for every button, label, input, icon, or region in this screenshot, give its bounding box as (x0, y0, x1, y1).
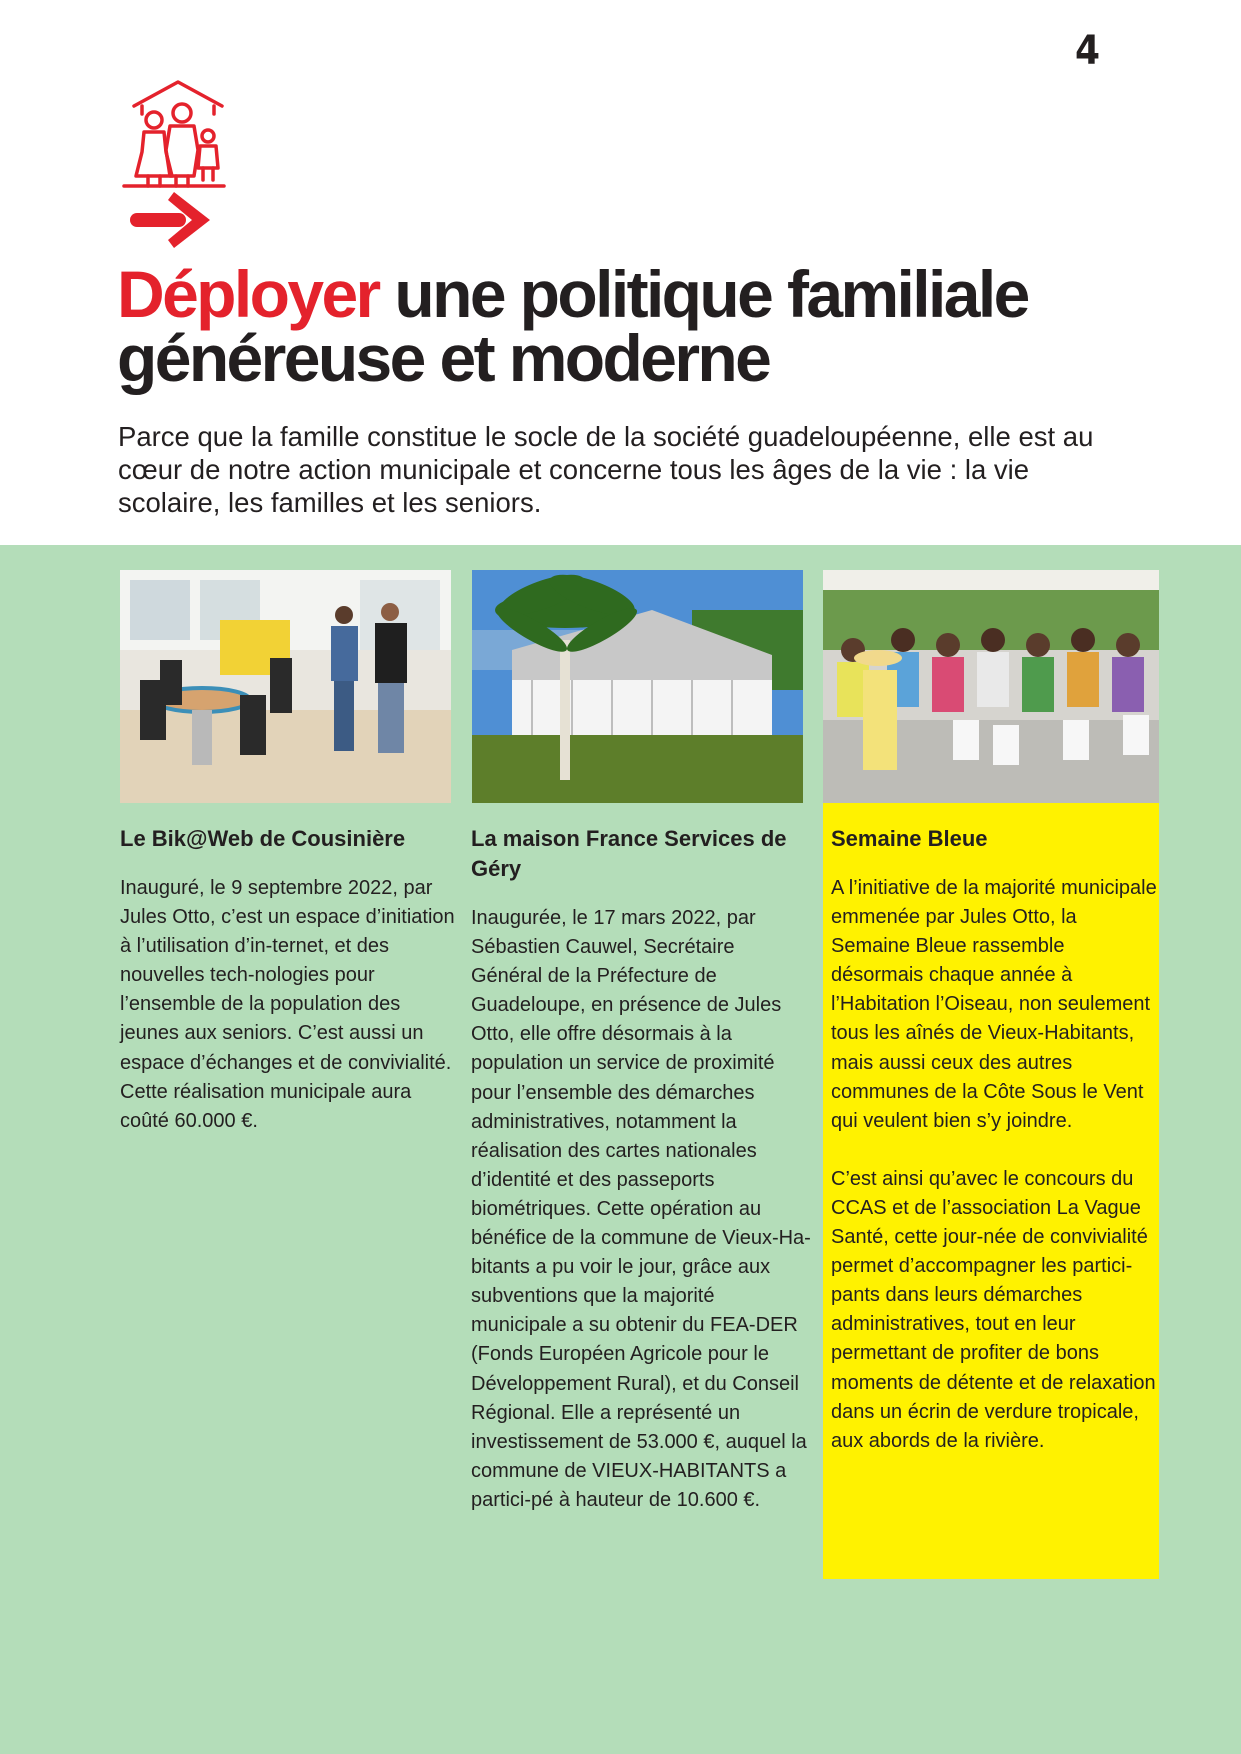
article-bikweb (120, 824, 460, 1136)
page-number: 4 (1075, 28, 1100, 74)
semaine-bleue-event-photo (823, 570, 1159, 803)
article-france-services (471, 824, 811, 1515)
article-body: Inaugurée, le 17 mars 2022, par Sébastien Cauwel, Secrétaire Général de la Préfecture de Guadeloupe, en présence de Jules Otto, elle offre désormais à la population un service de proximité pour l’ensemble des démarches administratives, notamment la réalisation des cartes nationales d’identité et des passeports biométriques. Cette opération au bénéfice de la commune de Vieux-Ha-bitants a pu voir le jour, grâce aux subventions que la majorité municipale a su obtenir du FEA-DER (Fonds Européen Agricole pour le Développement Rural), et du Conseil Régional. Elle a représenté un investissement de 53.000 €, auquel la commune de VIEUX-HABITANTS a partici-pé à hauteur de 10.600 €. (471, 907, 811, 1511)
article-body: Inauguré, le 9 septembre 2022, par Jules Otto, c’est un espace d’initiation à l’utilisation d’in-ternet, et des nouvelles tech-nologies pour l’ensemble de la population des jeunes aux seniors. C’est aussi un espace d’échanges et de convivialité. Cette réalisation municipale aura coûté 60.000 €. (120, 877, 455, 1132)
article-body: C’est ainsi qu’avec le concours du CCAS et de l’association La Vague Santé, cette jour-née de convivialité permet d’accompagner les partici-pants dans leurs démarches administratives, tout en leur permettant de profiter de bons moments de détente et de relaxation dans un écrin de verdure tropicale, aux abords de la rivière. (831, 1167, 1156, 1452)
family-house-arrow-icon (122, 80, 234, 254)
page-title-rest: une politique familiale généreuse et moderne (117, 257, 1028, 395)
france-services-house-photo (472, 570, 803, 803)
article-title: La maison France Services de Géry (471, 826, 787, 881)
page-title-accent: Déployer (117, 257, 379, 331)
intro-paragraph: Parce que la famille constitue le socle de la société guadeloupéenne, elle est au cœur de notre action municipale et concerne tous les âges de la vie : la vie scolaire, les familles et les seniors. (118, 421, 1094, 518)
article-semaine-bleue (831, 824, 1161, 1456)
article-title: Le Bik@Web de Cousinière (120, 826, 406, 851)
article-title: Semaine Bleue (831, 826, 988, 851)
article-body: A l’initiative de la majorité municipale emmenée par Jules Otto, la Semaine Bleue rassemble désormais chaque année à l’Habitation l’Oiseau, non seulement tous les aînés de Vieux-Habitants, mais aussi ceux des autres communes de la Côte Sous le Vent qui veulent bien s’y joindre. (831, 877, 1157, 1132)
bikweb-interior-photo (120, 570, 451, 803)
page-title (117, 257, 1197, 395)
